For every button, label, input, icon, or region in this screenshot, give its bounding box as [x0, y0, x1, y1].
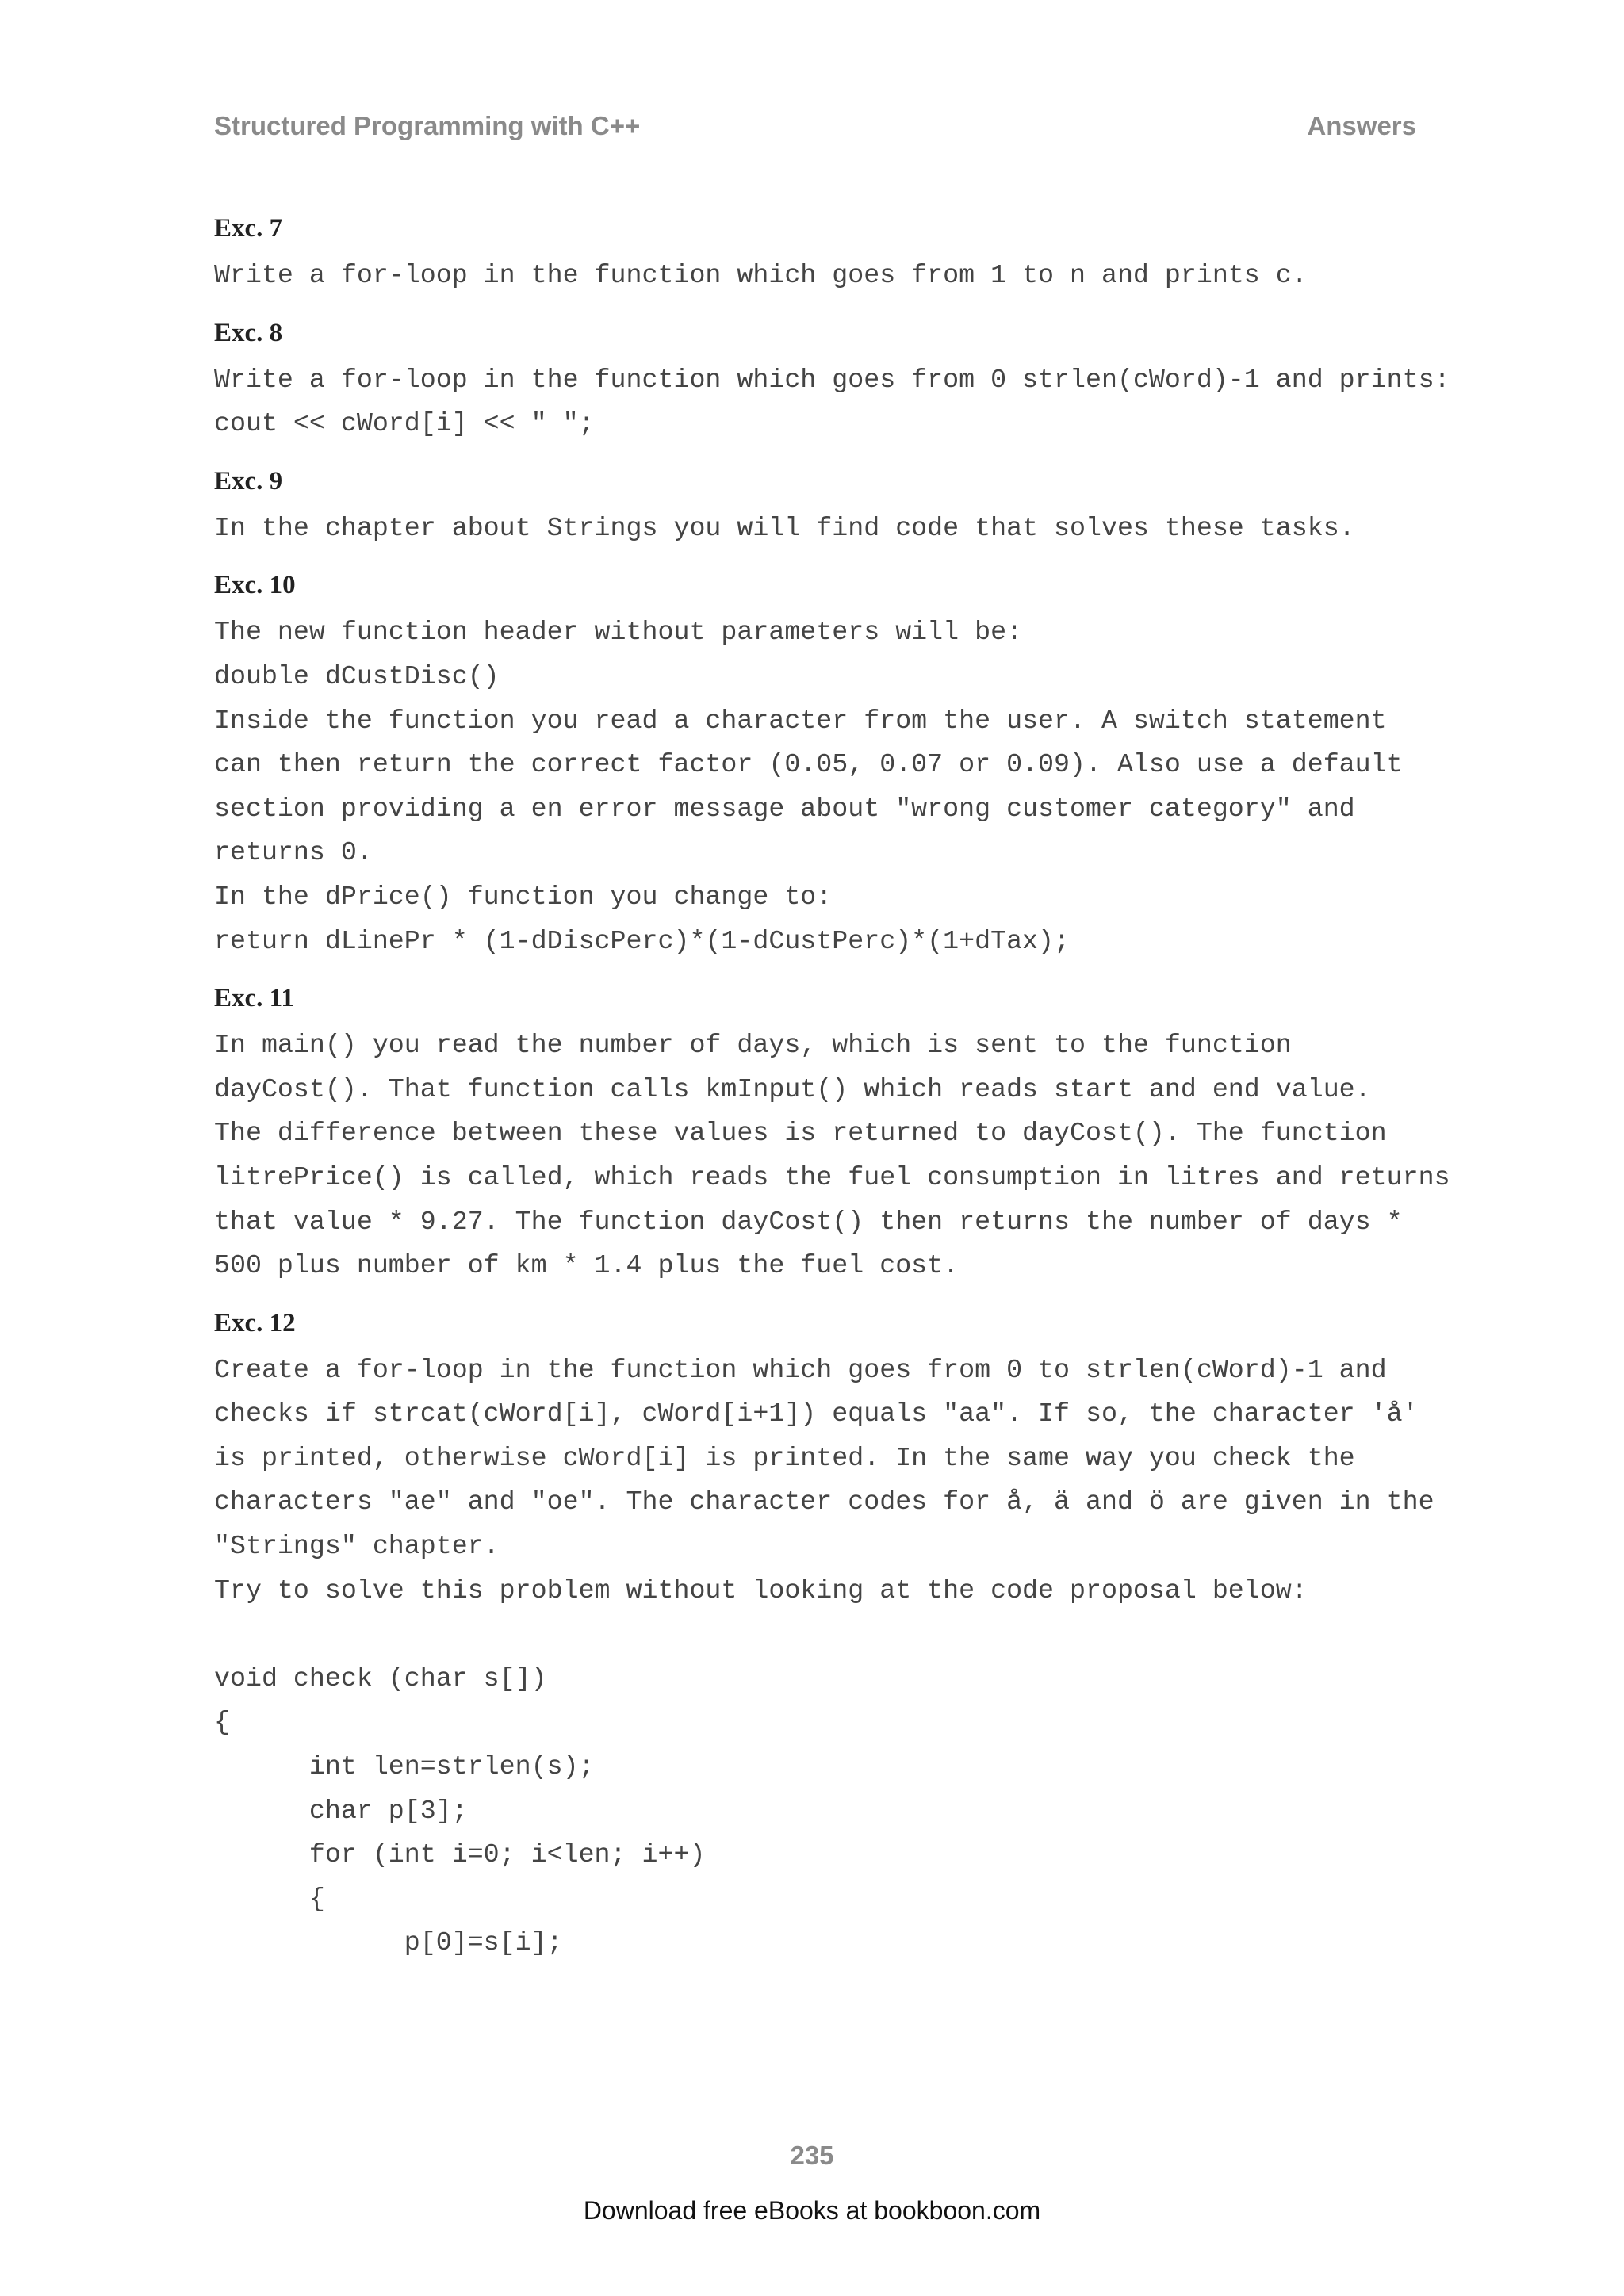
exercise-text-line: checks if strcat(cWord[i], cWord[i+1]) equals "aa". If so, the character 'å'	[214, 1399, 1419, 1429]
blank-line	[214, 1613, 1562, 1657]
page-content	[214, 212, 1562, 1984]
exercise-text-line: Create a for-loop in the function which goes from 0 to strlen(cWord)-1 and	[214, 1354, 1387, 1385]
exercise-title: Exc. 11	[214, 984, 294, 1013]
exercise-7	[214, 212, 1562, 298]
exercise-text-line: Inside the function you read a character from the user. A switch statement	[214, 705, 1387, 736]
exercise-text-line: double dCustDisc()	[214, 660, 500, 691]
exercise-10	[214, 569, 1562, 963]
exercise-title: Exc. 7	[214, 214, 283, 243]
exercise-text-line: dayCost(). That function calls kmInput() which reads start and end value.	[214, 1073, 1371, 1104]
exercise-text-line: Write a for-loop in the function which goes from 1 to n and prints c.	[214, 260, 1308, 290]
exercise-text-line: In main() you read the number of days, which is sent to the function	[214, 1030, 1292, 1061]
exercise-text-line: litrePrice() is called, which reads the fuel consumption in litres and returns	[214, 1161, 1450, 1192]
page-number: 235	[790, 2141, 834, 2170]
exercise-text-line: that value * 9.27. The function dayCost() then returns the number of days *	[214, 1206, 1403, 1237]
exercise-title: Exc. 8	[214, 318, 283, 347]
exercise-text-line: 500 plus number of km * 1.4 plus the fuel cost.	[214, 1250, 959, 1281]
exercise-text-line: In the dPrice() function you change to:	[214, 881, 833, 912]
exercise-text-line: can then return the correct factor (0.05, 0.07 or 0.09). Also use a default	[214, 749, 1403, 780]
exercise-text-line: The difference between these values is returned to dayCost(). The function	[214, 1118, 1387, 1149]
exercise-text-line: cout << cWord[i] << " ";	[214, 408, 595, 439]
exercise-8	[214, 317, 1562, 446]
running-header	[214, 111, 1416, 151]
exercise-text-line: "Strings" chapter.	[214, 1531, 500, 1562]
exercise-text-line: section providing a en error message about "wrong customer category" and	[214, 793, 1355, 824]
book-title: Structured Programming with C++	[214, 111, 641, 140]
code-line: void check (char s[])	[214, 1663, 547, 1693]
exercise-title: Exc. 10	[214, 571, 296, 600]
exercise-11	[214, 982, 1562, 1288]
exercise-text-line: In the chapter about Strings you will find code that solves these tasks.	[214, 512, 1355, 543]
exercise-text-line: is printed, otherwise cWord[i] is printed. In the same way you check the	[214, 1442, 1355, 1473]
code-line: int len=strlen(s);	[214, 1751, 595, 1782]
download-link[interactable]: Download free eBooks at bookboon.com	[583, 2196, 1041, 2225]
code-line: {	[214, 1883, 325, 1914]
code-listing	[214, 1657, 1562, 1965]
code-line: {	[214, 1707, 230, 1738]
code-line: for (int i=0; i<len; i++)	[214, 1839, 706, 1870]
exercise-title: Exc. 9	[214, 466, 283, 496]
exercise-text-line: Write a for-loop in the function which goes from 0 strlen(cWord)-1 and prints:	[214, 364, 1450, 395]
exercise-9	[214, 465, 1562, 551]
section-title: Answers	[1307, 111, 1416, 140]
exercise-text-line: characters "ae" and "oe". The character codes for å, ä and ö are given in the	[214, 1487, 1434, 1517]
exercise-12	[214, 1307, 1562, 1965]
exercise-text-line: The new function header without parameters will be:	[214, 617, 1023, 648]
exercise-text-line: Try to solve this problem without looking at the code proposal below:	[214, 1575, 1308, 1605]
exercise-text-line: return dLinePr * (1-dDiscPerc)*(1-dCustPerc)*(1+dTax);	[214, 925, 1070, 956]
exercise-text-line: returns 0.	[214, 837, 373, 868]
code-line: char p[3];	[214, 1795, 468, 1826]
code-line: p[0]=s[i];	[214, 1927, 563, 1958]
exercise-title: Exc. 12	[214, 1308, 296, 1337]
